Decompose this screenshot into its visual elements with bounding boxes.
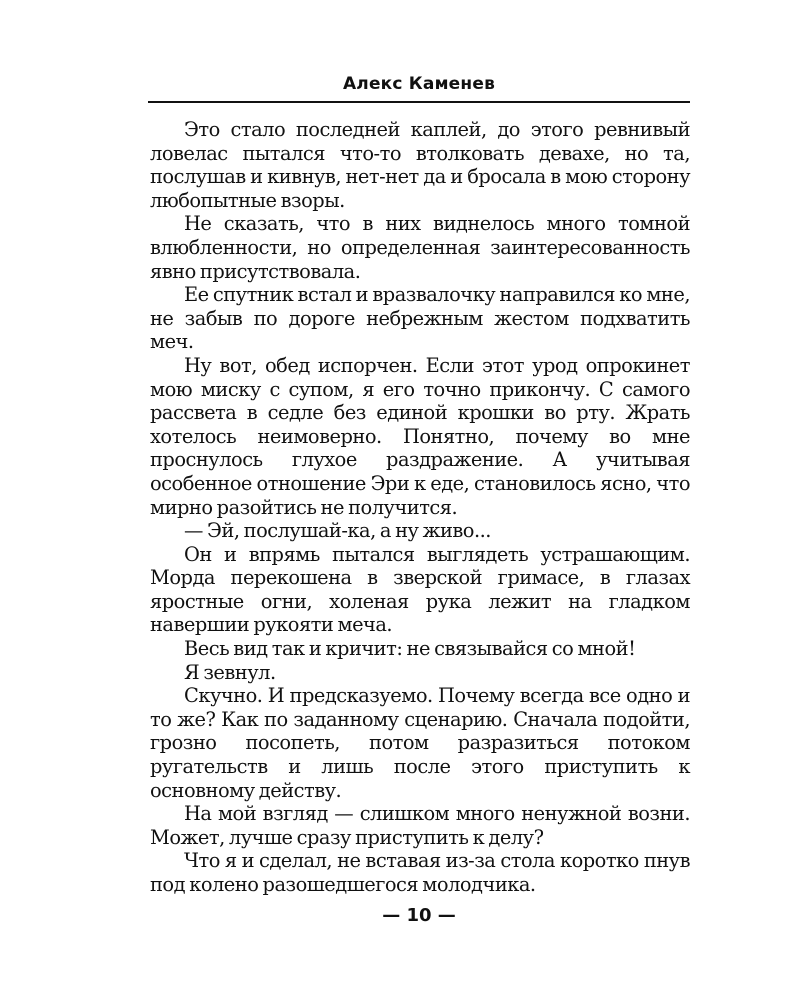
paragraph: Скучно. И предсказуемо. Почему всегда все одно и то же? Как по заданному сценарию. Сначала подойти, грозно посопеть, потом разразиться потоком ругательств и лишь после этого приступить к основному действу. — [150, 684, 690, 802]
paragraph: Ее спутник встал и вразвалочку направился ко мне, не забыв по дороге небрежным жестом подхватить меч. — [150, 283, 690, 354]
paragraph: — Эй, послушай-ка, а ну живо... — [184, 519, 491, 543]
header-rule — [148, 101, 690, 103]
body-text — [150, 118, 690, 897]
paragraph: Не сказать, что в них виднелось много томной влюбленности, но определенная заинтересованность явно присутствовала. — [150, 212, 690, 283]
page-number: — 10 — — [382, 905, 456, 926]
running-head-author: Алекс Каменев — [342, 74, 496, 94]
paragraph: Это стало последней каплей, до этого ревнивый ловелас пытался что-то втолковать девахе, но та, послушав и кивнув, нет-нет да и бросала в мою сторону любопытные взоры. — [150, 118, 690, 212]
paragraph: Я зевнул. — [184, 660, 276, 684]
paragraph: Весь вид так и кричит: не связывайся со мной! — [184, 637, 636, 661]
paragraph: Он и впрямь пытался выглядеть устрашающим. Морда перекошена в зверской гримасе, в глазах яростные огни, холеная рука лежит на гладком навершии рукояти меча. — [150, 542, 690, 637]
paragraph: На мой взгляд — слишком много ненужной возни. Может, лучше сразу приступить к делу? — [150, 802, 690, 849]
paragraph: Что я и сделал, не вставая из-за стола коротко пнув под колено разошедшегося молодчика. — [150, 849, 690, 896]
paragraph: Ну вот, обед испорчен. Если этот урод опрокинет мою миску с супом, я его точно прикончу. С самого рассвета в седле без единой крошки во рту. Жрать хотелось неимоверно. Понятно, почему во мне проснулось глухое раздражение. А учитывая особенное отношение Эри к еде, становилось ясно, что мирно разойтись не получится. — [150, 353, 690, 519]
